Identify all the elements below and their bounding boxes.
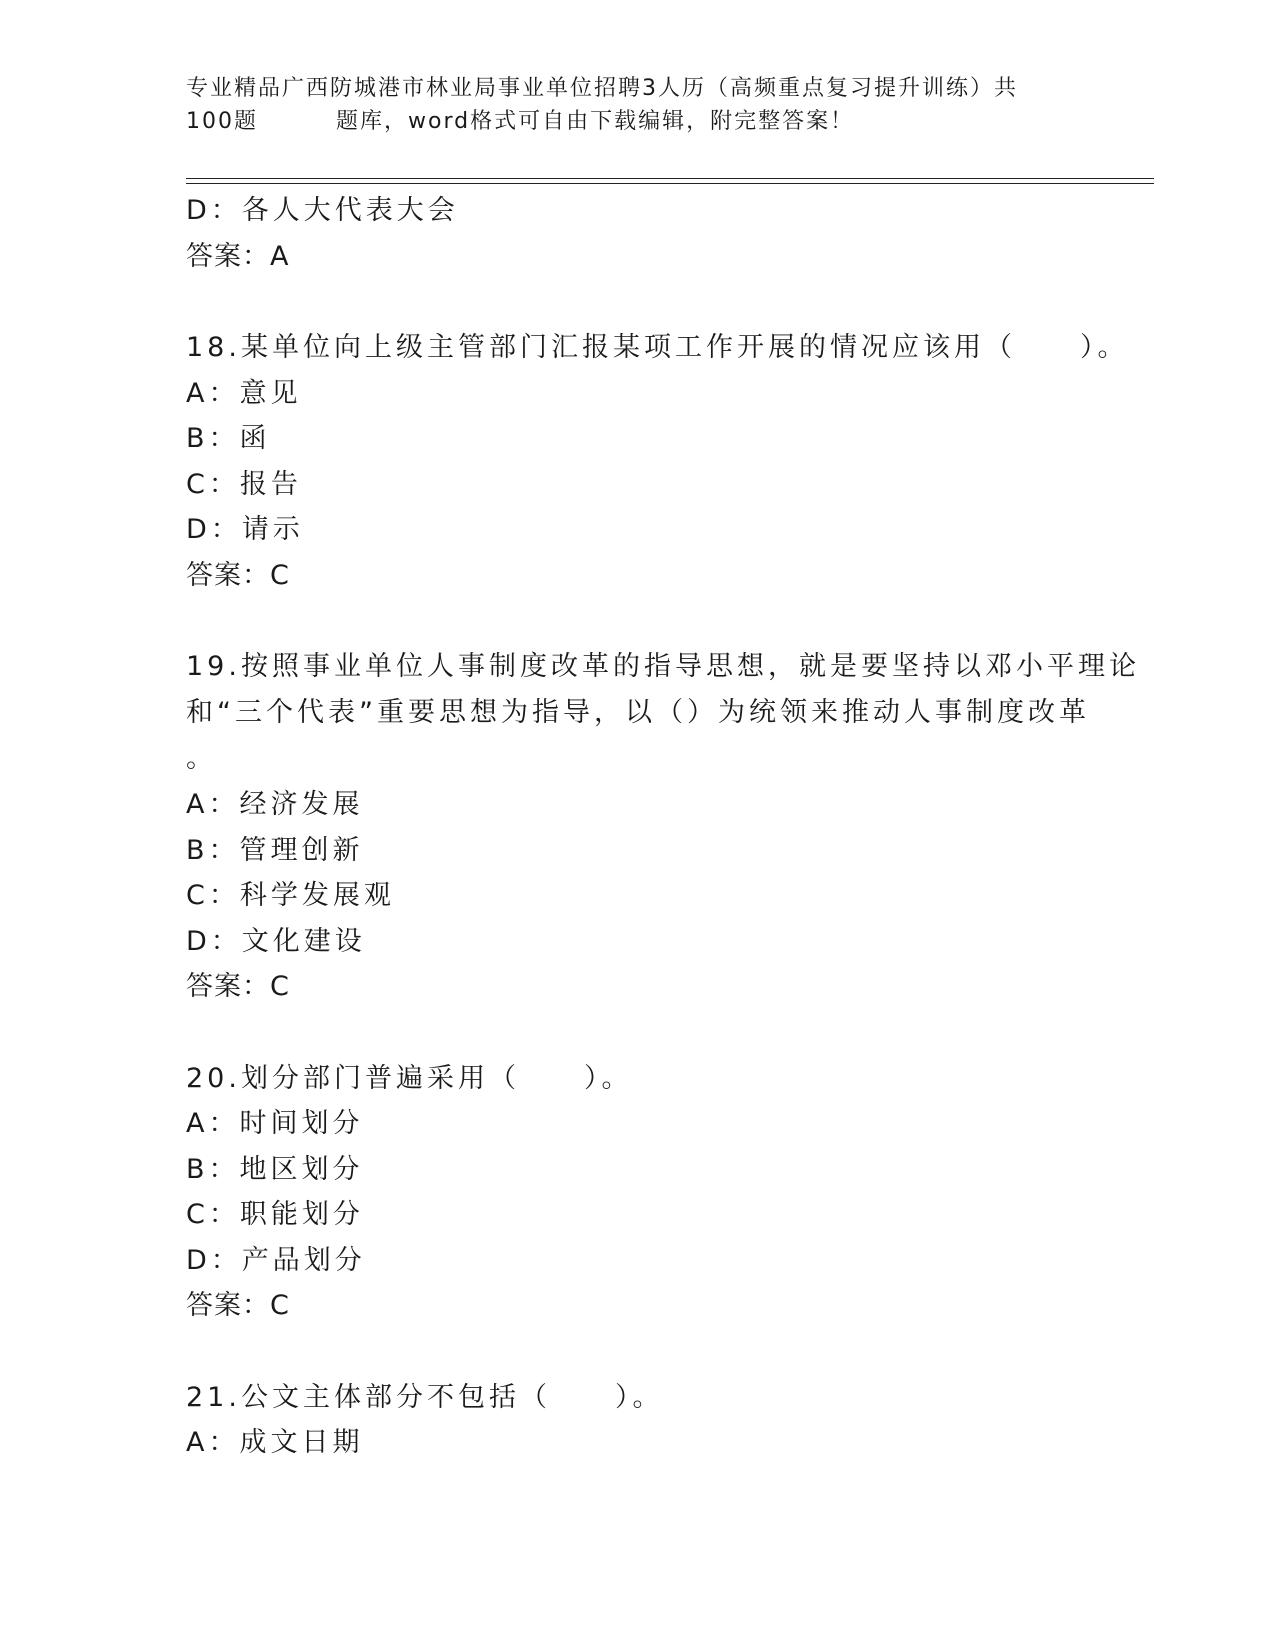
option-b: B：地区划分 — [186, 1153, 364, 1185]
question-stem-19-line1: 19.按照事业单位人事制度改革的指导思想，就是要坚持以邓小平理论 — [186, 651, 1140, 682]
option-a: A：意见 — [186, 377, 302, 409]
header-divider-bottom — [186, 183, 1154, 184]
answer-label: 答案：C — [186, 971, 290, 1002]
header-divider-top — [186, 178, 1154, 179]
question-stem-21: 21.公文主体部分不包括（ ）。 — [186, 1381, 664, 1413]
answer-label: 答案：A — [186, 240, 290, 272]
option-d: D：各人大代表大会 — [186, 195, 459, 226]
header-question-count: 100题 — [186, 109, 258, 134]
question-list — [186, 188, 1154, 1466]
question-stem-20: 20.划分部门普遍采用（ ）。 — [186, 1062, 633, 1094]
question-stem-18: 18.某单位向上级主管部门汇报某项工作开展的情况应该用（ ）。 — [186, 332, 1129, 363]
option-d: D：产品划分 — [186, 1244, 366, 1276]
option-b: B：函 — [186, 423, 271, 454]
answer-label: 答案：C — [186, 559, 290, 591]
header-description: 题库，word格式可自由下载编辑，附完整答案！ — [336, 109, 855, 134]
question-stem-19-line2: 和“三个代表”重要思想为指导，以（）为统领来推动人事制度改革 — [186, 697, 1090, 728]
option-c: C：职能划分 — [186, 1199, 364, 1230]
option-a: A：成文日期 — [186, 1427, 364, 1458]
option-d: D：文化建设 — [186, 925, 366, 957]
option-a: A：时间划分 — [186, 1108, 364, 1139]
header-title-line2 — [186, 105, 1086, 138]
answer-label: 答案：C — [186, 1290, 290, 1321]
option-b: B：管理创新 — [186, 834, 364, 866]
option-c: C：科学发展观 — [186, 880, 395, 911]
option-c: C：报告 — [186, 468, 302, 500]
page-header — [186, 72, 1086, 138]
question-stem-19-line3: 。 — [186, 743, 217, 774]
option-d: D：请示 — [186, 514, 304, 545]
header-title-line1: 专业精品广西防城港市林业局事业单位招聘3人历（高频重点复习提升训练）共 — [186, 76, 1018, 101]
option-a: A：经济发展 — [186, 789, 364, 820]
